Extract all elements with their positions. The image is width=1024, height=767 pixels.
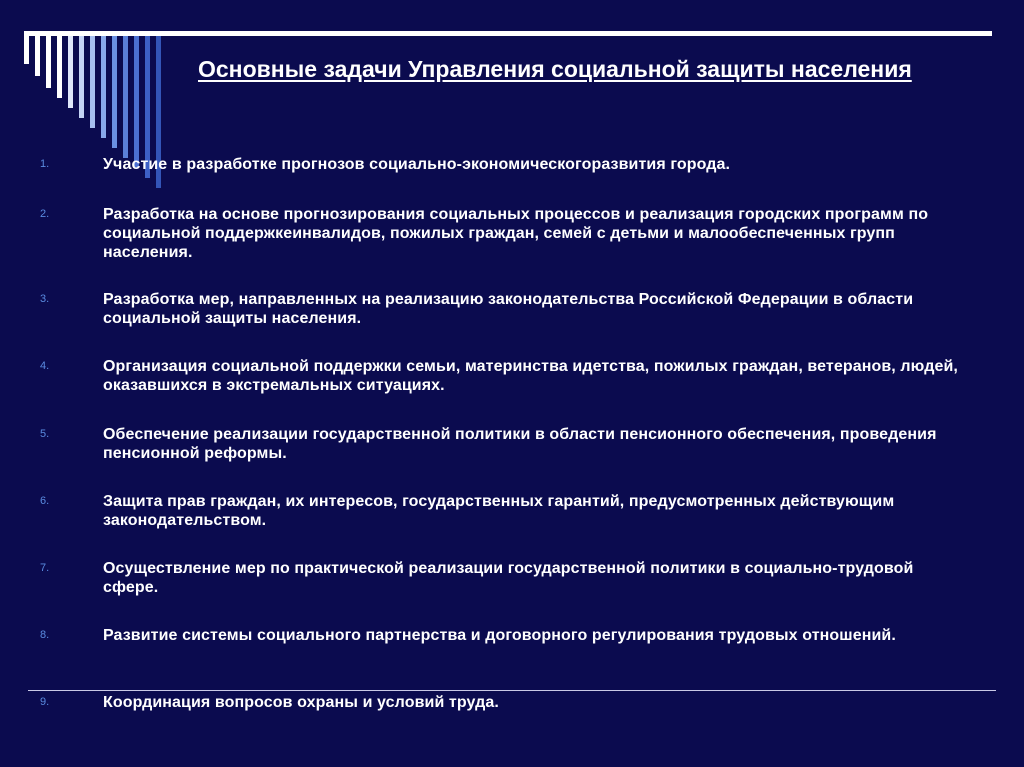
decorative-stripe [24,36,29,64]
list-item-text: Защита прав граждан, их интересов, государственных гарантий, предусмотренных действующим законодательством. [103,493,895,529]
list-item-text: Координация вопросов охраны и условий труда. [103,694,499,711]
slide-title: Основные задачи Управления социальной защиты населения [198,56,912,82]
list-item-text: Разработка на основе прогнозирования социальных процессов и реализация городских программ по социальной поддержкеинвалидов, пожилых граждан, семей с детьми и малообеспеченных групп населения. [103,206,929,261]
list-item-text: Осуществление мер по практической реализации государственной политики в социально-трудовой сфере. [103,560,914,596]
decorative-stripe [35,36,40,76]
list-item-number: 9. [40,696,50,708]
decorative-stripe [123,36,128,158]
list-item-number: 8. [40,629,50,641]
list-item-number: 1. [40,158,50,170]
decorative-stripe [68,36,73,108]
list-item-text: Участие в разработке прогнозов социально-экономическогоразвития города. [103,156,731,173]
list-item-text: Организация социальной поддержки семьи, материнства идетства, пожилых граждан, ветеранов, людей, оказавшихся в экстремальных ситуациях. [103,358,958,394]
decorative-stripe [46,36,51,88]
bottom-divider-line [28,690,996,691]
list-item-number: 4. [40,360,50,372]
decorative-stripe [112,36,117,148]
list-item-text: Развитие системы социального партнерства и договорного регулирования трудовых отношений. [103,627,896,644]
decorative-stripe [57,36,62,98]
list-item-text: Обеспечение реализации государственной политики в области пенсионного обеспечения, проведения пенсионной реформы. [103,426,937,462]
decorative-stripe [101,36,106,138]
list-item-number: 3. [40,293,50,305]
top-divider-line [24,31,992,36]
decorative-stripe [134,36,139,168]
decorative-stripe [90,36,95,128]
list-item-number: 7. [40,562,50,574]
list-item-number: 2. [40,208,50,220]
list-item-number: 6. [40,495,50,507]
list-item-text: Разработка мер, направленных на реализацию законодательства Российской Федерации в области социальной защиты населения. [103,291,914,327]
list-item-number: 5. [40,428,50,440]
decorative-stripe [79,36,84,118]
